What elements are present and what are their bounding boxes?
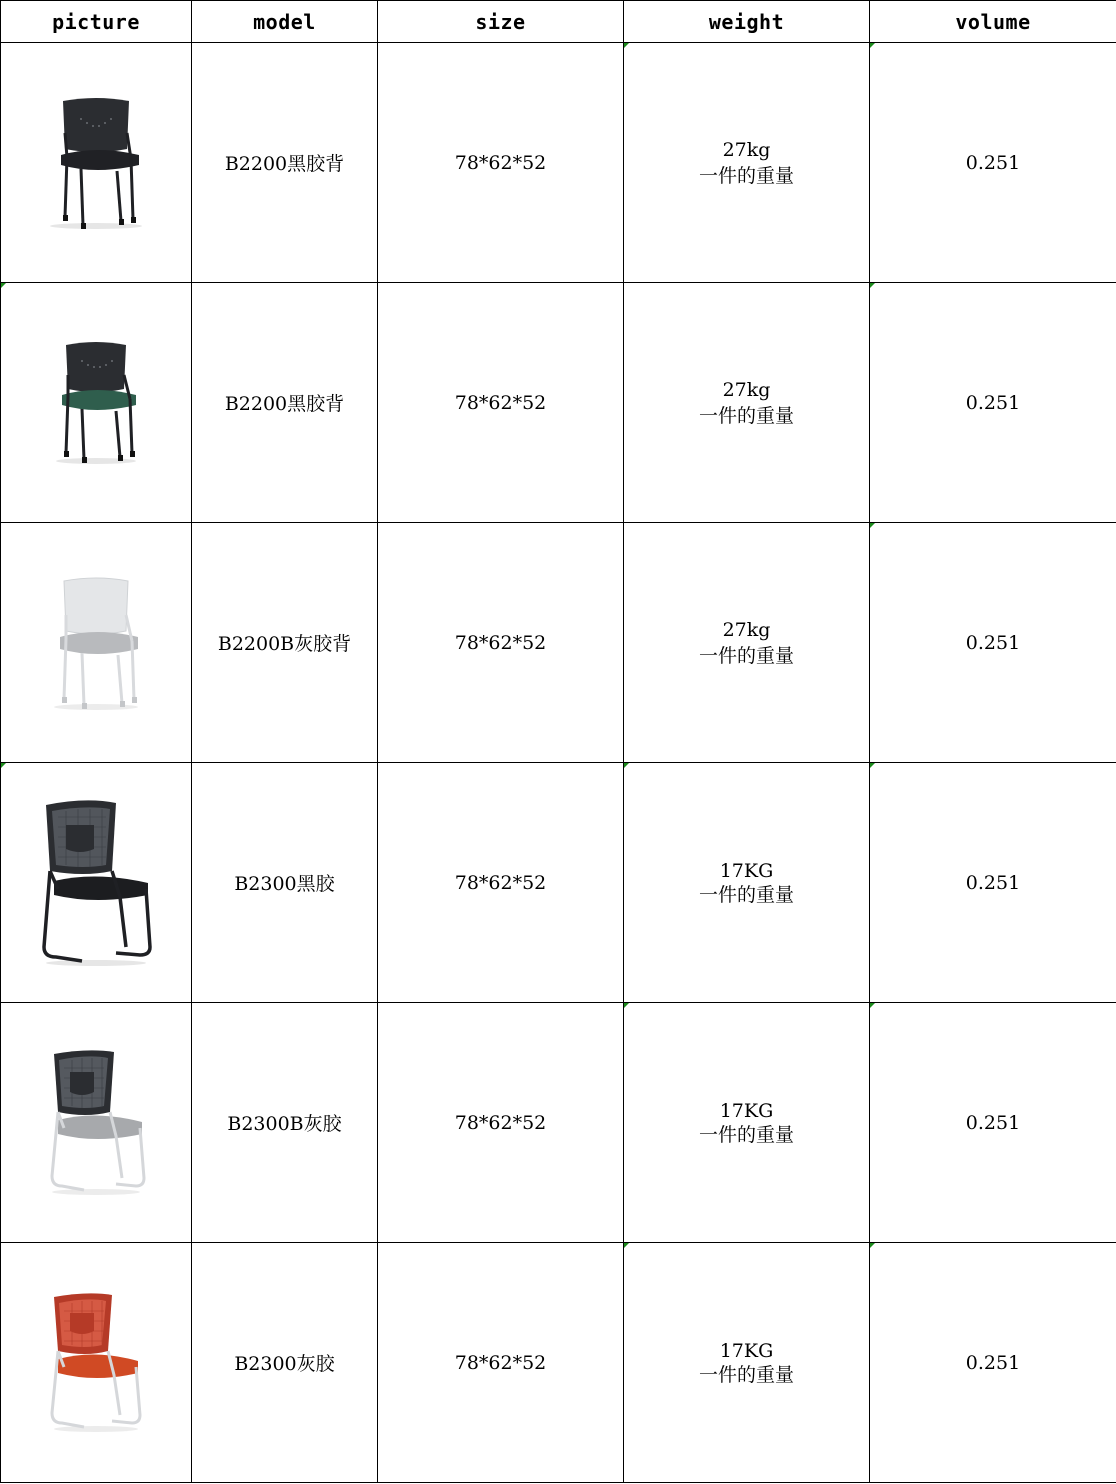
cell-marker-icon <box>870 283 875 288</box>
picture-cell <box>1 1003 192 1243</box>
volume-value: 0.251 <box>965 1111 1021 1134</box>
table-row <box>1 763 1116 1003</box>
model-cell: B2200黑胶背 <box>192 283 378 523</box>
cell-marker-icon <box>1 763 6 768</box>
size-cell: 78*62*52 <box>378 1243 624 1483</box>
picture-cell <box>1 1243 192 1483</box>
chair-black-back-green-seat-image <box>48 339 144 467</box>
weight-value: 17KG <box>719 1339 774 1362</box>
model-cell: B2300灰胶 <box>192 1243 378 1483</box>
header-volume: volume <box>870 1 1116 43</box>
size-cell: 78*62*52 <box>378 1003 624 1243</box>
model-cell: B2300B灰胶 <box>192 1003 378 1243</box>
header-model: model <box>192 1 378 43</box>
cell-marker-icon <box>870 1003 875 1008</box>
table-row <box>1 1003 1116 1243</box>
chair-black-back-black-seat-image <box>41 93 151 233</box>
volume-cell <box>870 43 1116 283</box>
picture-cell <box>1 763 192 1003</box>
weight-value: 27kg <box>722 138 771 161</box>
weight-value: 27kg <box>722 378 771 401</box>
chair-white-back-grey-seat-image <box>46 573 146 713</box>
table-row <box>1 283 1116 523</box>
chair-grey-mesh-sled-image <box>44 1048 148 1198</box>
header-row <box>1 1 1116 43</box>
chair-black-mesh-sled-image <box>36 797 156 969</box>
cell-marker-icon <box>624 763 629 768</box>
model-cell: B2200B灰胶背 <box>192 523 378 763</box>
volume-value: 0.251 <box>965 1351 1021 1374</box>
table-row <box>1 523 1116 763</box>
header-size: size <box>378 1 624 43</box>
weight-note: 一件的重量 <box>698 164 794 187</box>
volume-cell <box>870 1003 1116 1243</box>
volume-value: 0.251 <box>965 871 1021 894</box>
cell-marker-icon <box>870 763 875 768</box>
weight-note: 一件的重量 <box>698 883 794 906</box>
weight-value: 27kg <box>722 618 771 641</box>
header-weight: weight <box>624 1 870 43</box>
weight-cell <box>624 43 870 283</box>
cell-marker-icon <box>870 523 875 528</box>
volume-cell <box>870 523 1116 763</box>
size-cell: 78*62*52 <box>378 283 624 523</box>
weight-cell <box>624 763 870 1003</box>
volume-cell <box>870 763 1116 1003</box>
model-cell: B2300黑胶 <box>192 763 378 1003</box>
picture-cell <box>1 43 192 283</box>
size-cell: 78*62*52 <box>378 763 624 1003</box>
weight-note: 一件的重量 <box>698 404 794 427</box>
weight-cell <box>624 1243 870 1483</box>
volume-cell <box>870 1243 1116 1483</box>
volume-cell <box>870 283 1116 523</box>
chair-red-mesh-sled-image <box>46 1291 146 1435</box>
header-picture: picture <box>1 1 192 43</box>
weight-note: 一件的重量 <box>698 644 794 667</box>
weight-cell <box>624 523 870 763</box>
model-cell: B2200黑胶背 <box>192 43 378 283</box>
volume-value: 0.251 <box>965 391 1021 414</box>
size-cell: 78*62*52 <box>378 523 624 763</box>
weight-note: 一件的重量 <box>698 1123 794 1146</box>
cell-marker-icon <box>624 1243 629 1248</box>
cell-marker-icon <box>870 43 875 48</box>
weight-cell <box>624 1003 870 1243</box>
volume-value: 0.251 <box>965 151 1021 174</box>
table-row <box>1 1243 1116 1483</box>
volume-value: 0.251 <box>965 631 1021 654</box>
weight-note: 一件的重量 <box>698 1363 794 1386</box>
weight-value: 17KG <box>719 1099 774 1122</box>
cell-marker-icon <box>624 43 629 48</box>
picture-cell <box>1 283 192 523</box>
cell-marker-icon <box>1 283 6 288</box>
picture-cell <box>1 523 192 763</box>
cell-marker-icon <box>870 1243 875 1248</box>
weight-value: 17KG <box>719 859 774 882</box>
size-cell: 78*62*52 <box>378 43 624 283</box>
table-row <box>1 43 1116 283</box>
weight-cell <box>624 283 870 523</box>
cell-marker-icon <box>624 1003 629 1008</box>
